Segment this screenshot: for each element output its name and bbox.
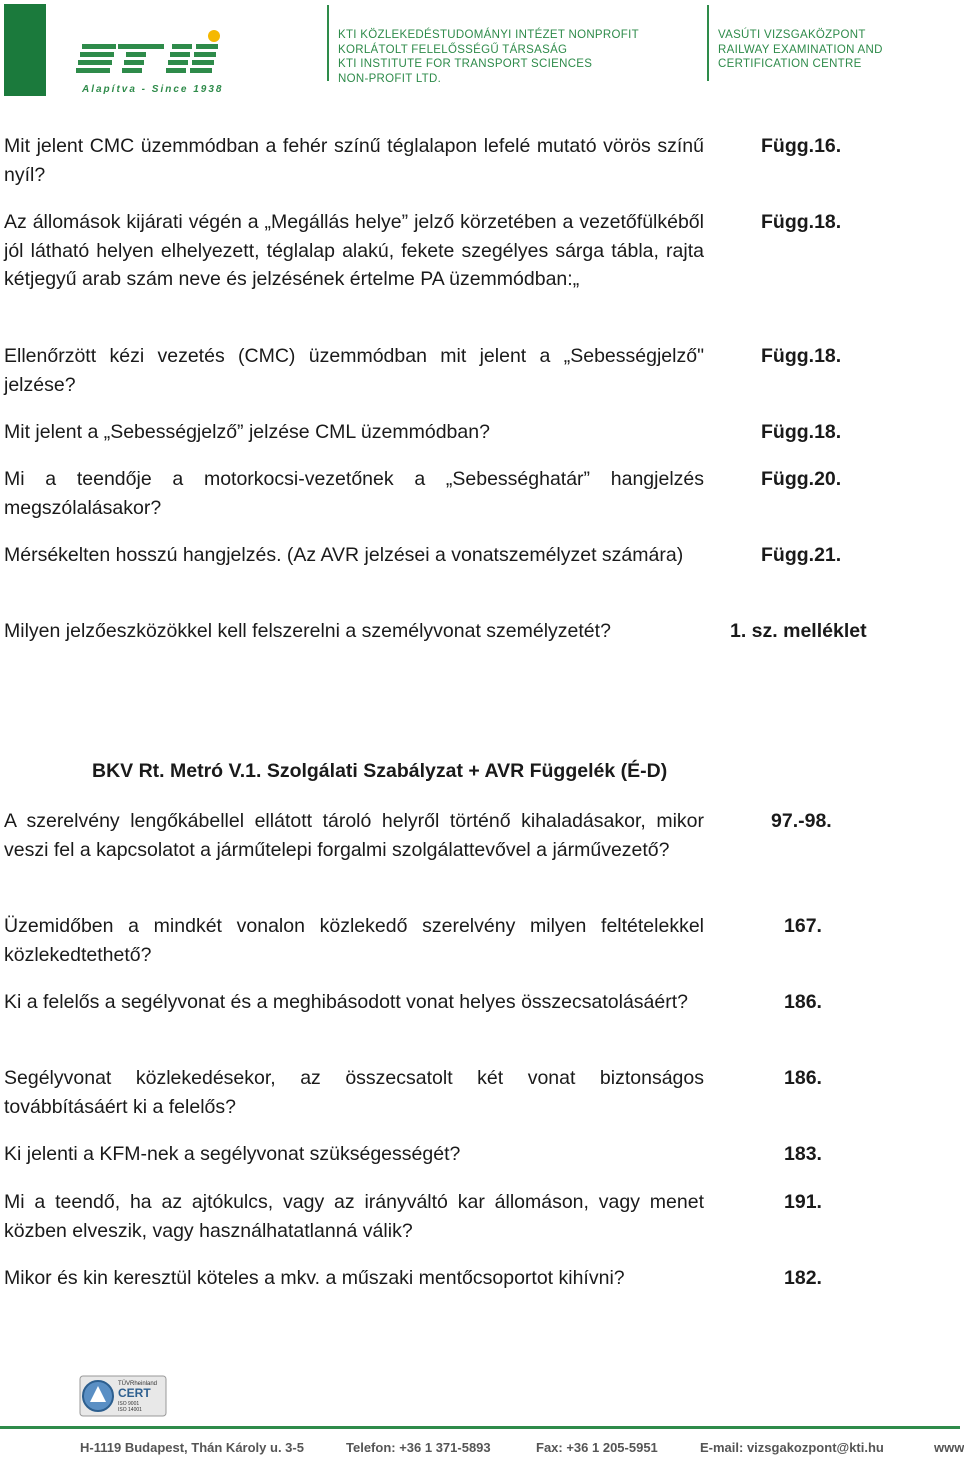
reference: 186. xyxy=(784,1067,822,1089)
reference: Függ.18. xyxy=(761,345,842,367)
question-text: Milyen jelzőeszközökkel kell felszerelni a személyvonat személyzetét? xyxy=(4,620,611,642)
question-text: Mit jelent a „Sebességjelző” jelzése CML üzemmódban? xyxy=(4,421,490,443)
footer-web: www xyxy=(934,1440,964,1455)
org-line: KTI KÖZLEKEDÉSTUDOMÁNYI INTÉZET NONPROFIT xyxy=(338,29,639,41)
header-divider xyxy=(707,5,709,81)
question-text: A szerelvény lengőkábellel ellátott tároló helyről történő kihaladásakor, mikor veszi fel a kapcsolatot a járműtelepi forgalmi szolgálattevővel a járművezető? xyxy=(4,810,704,861)
question-text: Mi a teendője a motorkocsi-vezetőnek a „Sebességhatár” hangjelzés megszólalásakor? xyxy=(4,468,704,519)
tuv-cert-badge xyxy=(80,1376,166,1416)
reference: Függ.16. xyxy=(761,135,842,157)
question-text: Mi a teendő, ha az ajtókulcs, vagy az irányváltó kar állomáson, vagy menet közben elveszik, vagy használhatatlanná válik? xyxy=(4,1191,704,1242)
cert-iso: ISO 9001 xyxy=(118,1401,140,1407)
section-title: BKV Rt. Metró V.1. Szolgálati Szabályzat + AVR Függelék (É-D) xyxy=(92,760,668,782)
footer-phone: Telefon: +36 1 371-5893 xyxy=(346,1440,491,1455)
question-text: Mikor és kin keresztül köteles a mkv. a műszaki mentőcsoportot kihívni? xyxy=(4,1267,625,1289)
cert-iso: ISO 14001 xyxy=(118,1407,142,1413)
cert-brand: TÜVRheinland xyxy=(118,1381,158,1387)
reference: Függ.21. xyxy=(761,544,842,566)
footer-divider xyxy=(0,1426,960,1429)
kti-logo xyxy=(80,30,225,85)
org-line: NON-PROFIT LTD. xyxy=(338,72,442,85)
reference: 186. xyxy=(784,991,822,1013)
centre-line: VASÚTI VIZSGAKÖZPONT xyxy=(718,29,866,41)
question-text: Ki a felelős a segélyvonat és a meghibásodott vonat helyes összecsatolásáért? xyxy=(4,991,688,1013)
org-line: KTI INSTITUTE FOR TRANSPORT SCIENCES xyxy=(338,58,593,70)
logo-tagline: Alapítva - Since 1938 xyxy=(82,84,224,95)
reference: 167. xyxy=(784,915,822,937)
reference: 191. xyxy=(784,1191,822,1213)
cert-label: CERT xyxy=(118,1386,151,1400)
centre-line: CERTIFICATION CENTRE xyxy=(718,58,862,70)
question-text: Segélyvonat közlekedésekor, az összecsatolt két vonat biztonságos továbbításáért ki a felelős? xyxy=(4,1067,704,1118)
footer-email: E-mail: vizsgakozpont@kti.hu xyxy=(700,1440,884,1455)
question-text: Ellenőrzött kézi vezetés (CMC) üzemmódban mit jelent a „Sebességjelző" jelzése? xyxy=(4,345,704,396)
reference: 97.-98. xyxy=(771,810,832,832)
reference: Függ.18. xyxy=(761,211,842,233)
org-name-block xyxy=(338,28,639,86)
reference: 183. xyxy=(784,1143,822,1165)
footer-address: H-1119 Budapest, Thán Károly u. 3-5 xyxy=(80,1440,304,1455)
footer-fax: Fax: +36 1 205-5951 xyxy=(536,1440,658,1455)
reference: 182. xyxy=(784,1267,822,1289)
question-text: Ki jelenti a KFM-nek a segélyvonat szükségességét? xyxy=(4,1143,461,1165)
reference: Függ.18. xyxy=(761,421,842,443)
question-text: Az állomások kijárati végén a „Megállás helye” jelző körzetében a vezetőfülkéből jól látható helyen elhelyezett, téglalap alakú, fekete szegélyes sárga tábla, rajta kétjegyű arab szám neve és jelzésének értelme PA üzemmódban:„ xyxy=(4,211,704,290)
question-text: Mérsékelten hosszú hangjelzés. (Az AVR jelzései a vonatszemélyzet számára) xyxy=(4,544,684,566)
org-line: KORLÁTOLT FELELŐSSÉGŰ TÁRSASÁG xyxy=(338,43,568,56)
centre-line: RAILWAY EXAMINATION AND xyxy=(718,43,883,56)
header-divider xyxy=(327,5,329,81)
page-header xyxy=(0,0,960,100)
centre-name-block xyxy=(718,28,883,72)
question-text: Mit jelent CMC üzemmódban a fehér színű téglalapon lefelé mutató vörös színű nyíl? xyxy=(4,135,704,186)
logo-green-bar xyxy=(4,4,46,96)
reference: 1. sz. melléklet xyxy=(730,620,867,642)
reference: Függ.20. xyxy=(761,468,842,490)
question-text: Üzemidőben a mindkét vonalon közlekedő szerelvény milyen feltételekkel közlekedtethető? xyxy=(4,915,704,966)
